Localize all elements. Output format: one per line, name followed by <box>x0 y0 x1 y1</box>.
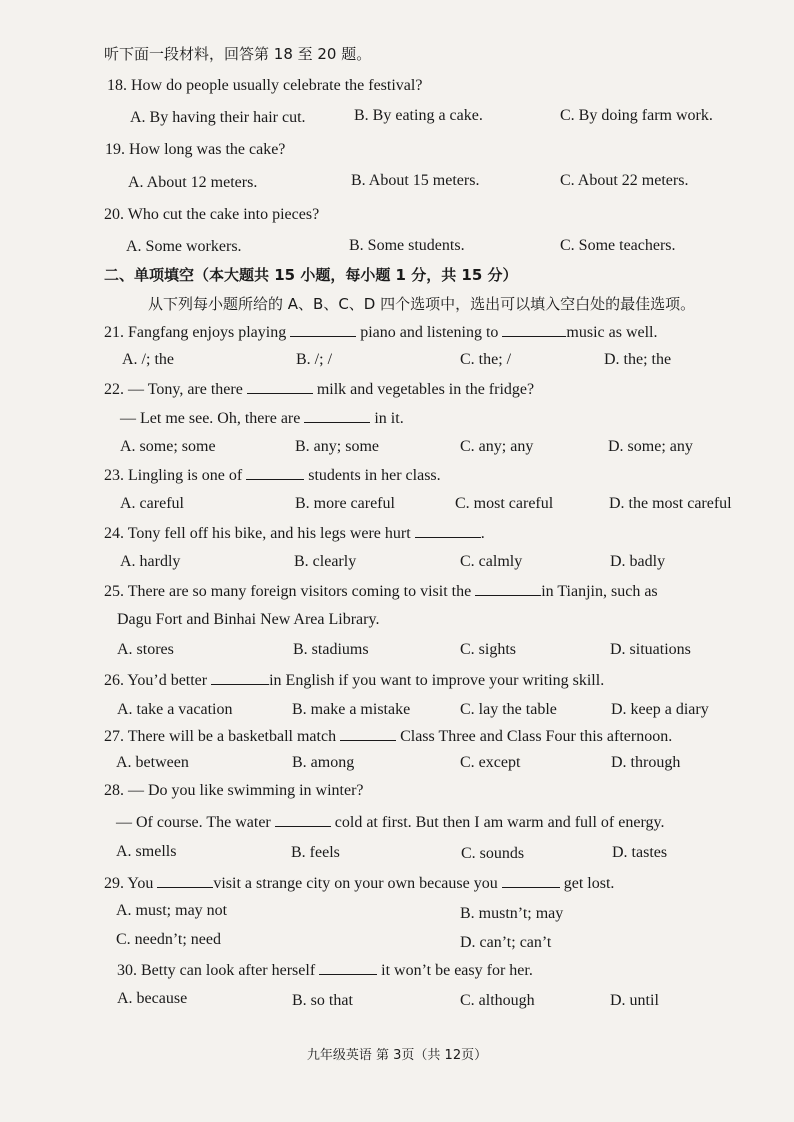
page-footer: 九年级英语 第 3页（共 12页） <box>306 1048 488 1063</box>
option-c: C. any; any <box>460 438 534 455</box>
question-text: How do people usually celebrate the festival? <box>131 77 423 94</box>
answer-blank <box>211 670 269 685</box>
question-21 <box>104 322 658 343</box>
question-30 <box>117 960 533 981</box>
option-c: C. By doing farm work. <box>560 107 713 124</box>
option-a: A. between <box>116 754 189 771</box>
question-20 <box>104 205 319 225</box>
option-c: C. Some teachers. <box>560 237 676 254</box>
option-a: A. /; the <box>122 351 174 368</box>
question-text: cold at first. But then I am warm and full of energy. <box>330 814 665 831</box>
option-a: A. smells <box>116 843 177 860</box>
option-c: C. calmly <box>460 553 523 570</box>
option-b: B. any; some <box>295 438 379 455</box>
question-25-cont: Dagu Fort and Binhai New Area Library. <box>117 611 380 628</box>
option-a: A. must; may not <box>116 902 228 919</box>
question-text: students in her class. <box>304 467 441 484</box>
option-b: B. About 15 meters. <box>351 172 480 189</box>
option-c: C. except <box>460 754 521 771</box>
option-d: D. badly <box>610 553 666 570</box>
question-25 <box>104 581 658 602</box>
question-29 <box>104 873 614 894</box>
option-b: B. mustn’t; may <box>460 905 564 922</box>
question-26 <box>104 670 604 691</box>
option-c: C. the; / <box>460 351 512 368</box>
option-c: C. most careful <box>455 495 554 512</box>
option-c: C. although <box>460 992 535 1009</box>
option-d: D. tastes <box>612 844 668 861</box>
question-24 <box>104 523 485 544</box>
question-text: 23. Lingling is one of <box>104 467 247 484</box>
option-b: B. By eating a cake. <box>354 107 483 124</box>
option-a: A. some; some <box>120 438 216 455</box>
question-text: 30. Betty can look after herself <box>117 962 320 979</box>
question-text: 21. Fangfang enjoys playing <box>104 324 291 341</box>
option-d: D. the; the <box>604 351 672 368</box>
question-text: 29. You <box>104 875 158 892</box>
question-text: Who cut the cake into pieces? <box>127 206 320 223</box>
option-d: D. until <box>610 992 659 1009</box>
question-text: music as well. <box>566 324 658 341</box>
question-text: 27. There will be a basketball match <box>104 728 341 745</box>
question-text: it won’t be easy for her. <box>377 962 533 979</box>
option-a: A. By having their hair cut. <box>130 109 306 126</box>
option-d: D. keep a diary <box>611 701 709 718</box>
question-text: visit a strange city on your own because you <box>213 875 502 892</box>
option-b: B. clearly <box>294 553 357 570</box>
option-a: A. take a vacation <box>117 701 233 718</box>
question-text: 26. You’d better <box>104 672 212 689</box>
option-a: A. Some workers. <box>126 238 242 255</box>
answer-blank <box>415 523 481 538</box>
option-d: D. can’t; can’t <box>460 934 552 951</box>
question-number: 20. <box>104 206 124 223</box>
option-c: C. needn’t; need <box>116 931 222 948</box>
question-text: piano and listening to <box>356 324 503 341</box>
option-b: B. among <box>292 754 355 771</box>
question-27 <box>104 726 672 747</box>
option-c: C. lay the table <box>460 701 557 718</box>
question-text: Class Three and Class Four this afternoon. <box>396 728 673 745</box>
option-d: D. some; any <box>608 438 693 455</box>
question-text: get lost. <box>559 875 615 892</box>
option-b: B. Some students. <box>349 237 465 254</box>
answer-blank <box>502 322 566 337</box>
option-a: A. About 12 meters. <box>128 174 258 191</box>
option-c: C. sights <box>460 641 517 658</box>
option-b: B. /; / <box>296 351 333 368</box>
section-instruction: 从下列每小题所给的 A、B、C、D 四个选项中，选出可以填入空白处的最佳选项。 <box>148 295 696 313</box>
question-text: milk and vegetables in the fridge? <box>312 381 535 398</box>
question-text: — Of course. The water <box>116 814 275 831</box>
option-c: C. About 22 meters. <box>560 172 689 189</box>
option-a: A. careful <box>120 495 184 512</box>
question-number: 18. <box>107 77 127 94</box>
option-b: B. so that <box>292 992 353 1009</box>
question-22 <box>104 379 534 400</box>
answer-blank <box>246 465 304 480</box>
option-b: B. stadiums <box>293 641 369 658</box>
question-text: — Let me see. Oh, there are <box>120 410 305 427</box>
question-number: 19. <box>105 141 125 158</box>
answer-blank <box>340 726 396 741</box>
answer-blank <box>247 379 313 394</box>
answer-blank <box>275 812 331 827</box>
option-b: B. more careful <box>295 495 395 512</box>
answer-blank <box>304 408 370 423</box>
question-text: in Tianjin, such as <box>541 583 658 600</box>
answer-blank <box>502 873 560 888</box>
answer-blank <box>290 322 356 337</box>
option-d: D. through <box>611 754 681 771</box>
question-23 <box>104 465 441 486</box>
option-a: A. stores <box>117 641 174 658</box>
question-22-reply <box>120 408 404 429</box>
section-title: 二、单项填空（本大题共 15 小题，每小题 1 分，共 15 分） <box>104 266 518 284</box>
question-text: in English if you want to improve your writing skill. <box>269 672 605 689</box>
question-text: 24. Tony fell off his bike, and his legs were hurt <box>104 525 415 542</box>
answer-blank <box>475 581 541 596</box>
question-18 <box>107 76 422 96</box>
answer-blank <box>157 873 213 888</box>
question-text: in it. <box>370 410 404 427</box>
question-text: 25. There are so many foreign visitors coming to visit the <box>104 583 476 600</box>
option-d: D. the most careful <box>609 495 732 512</box>
question-text: . <box>480 525 485 542</box>
question-19 <box>105 140 285 160</box>
option-c: C. sounds <box>461 845 525 862</box>
answer-blank <box>319 960 377 975</box>
option-b: B. feels <box>291 844 340 861</box>
question-28: 28. — Do you like swimming in winter? <box>104 782 364 799</box>
listening-intro: 听下面一段材料，回答第 18 至 20 题。 <box>104 45 372 63</box>
question-text: How long was the cake? <box>129 141 286 158</box>
option-a: A. hardly <box>120 553 181 570</box>
option-a: A. because <box>117 990 188 1007</box>
option-d: D. situations <box>610 641 691 658</box>
question-28-reply <box>116 812 664 833</box>
option-b: B. make a mistake <box>292 701 411 718</box>
question-text: 22. — Tony, are there <box>104 381 247 398</box>
